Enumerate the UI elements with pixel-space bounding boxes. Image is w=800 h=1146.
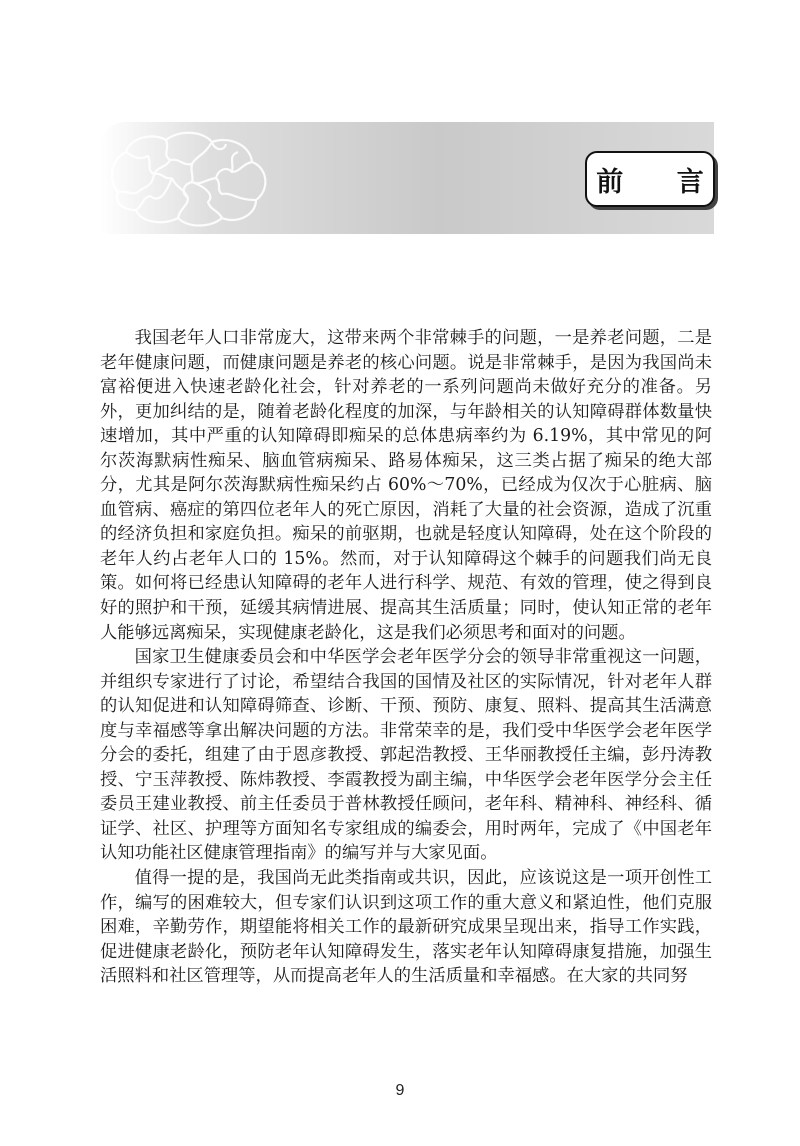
preface-body (100, 326, 712, 989)
paragraph: 值得一提的是，我国尚无此类指南或共识，因此，应该说这是一项开创性工作，编写的困难较大，但专家们认识到这项工作的重大意义和紧迫性，他们克服困难，辛勤劳作，期望能将相关工作的最新研究成果呈现出来，指导工作实践，促进健康老龄化，预防老年认知障碍发生，落实老年认知障碍康复措施，加强生活照料和社区管理等，从而提高老年人的生活质量和幸福感。在大家的共同努 (100, 868, 712, 987)
section-title-box (585, 151, 726, 207)
paragraph: 我国老年人口非常庞大，这带来两个非常棘手的问题，一是养老问题，二是老年健康问题，而健康问题是养老的核心问题。说是非常棘手，是因为我国尚未富裕便进入快速老龄化社会，针对养老的一系列问题尚未做好充分的准备。另外，更加纠结的是，随着老龄化程度的加深，与年龄相关的认知障碍群体数量快速增加，其中严重的认知障碍即痴呆的总体患病率约为 6.19%，其中常见的阿尔茨海默病性痴呆、脑血管病痴呆、路易体痴呆，这三类占据了痴呆的绝大部分，尤其是阿尔茨海默病性痴呆约占 60%～70%，已经成为仅次于心脏病、脑血管病、癌症的第四位老年人的死亡原因，消耗了大量的社会资源，造成了沉重的经济负担和家庭负担。痴呆的前驱期，也就是轻度认知障碍，处在这个阶段的老年人约占老年人口的 15%。然而，对于认知障碍这个棘手的问题我们尚无良策。如何将已经患认知障碍的老年人进行科学、规范、有效的管理，使之得到良好的照护和干预，延缓其病情进展、提高其生活质量；同时，使认知正常的老年人能够远离痴呆，实现健康老龄化，这是我们必须思考和面对的问题。 (100, 328, 712, 643)
page-number: 9 (395, 1082, 405, 1099)
paragraph: 国家卫生健康委员会和中华医学会老年医学分会的领导非常重视这一问题，并组织专家进行了讨论，希望结合我国的国情及社区的实际情况，针对老年人群的认知促进和认知障碍筛查、诊断、干预、预防、康复、照料、提高其生活满意度与幸福感等拿出解决问题的方法。非常荣幸的是，我们受中华医学会老年医学分会的委托，组建了由于恩彦教授、郭起浩教授、王华丽教授任主编，彭丹涛教授、宁玉萍教授、陈炜教授、李霞教授为副主编，中华医学会老年医学分会主任委员王建业教授、前主任委员于普林教授任顾问，老年科、精神科、神经科、循证学、社区、护理等方面知名专家组成的编委会，用时两年，完成了《中国老年认知功能社区健康管理指南》的编写并与大家见面。 (100, 647, 712, 864)
brain-puzzle-icon (100, 122, 290, 234)
section-title: 前 言 (596, 166, 726, 198)
